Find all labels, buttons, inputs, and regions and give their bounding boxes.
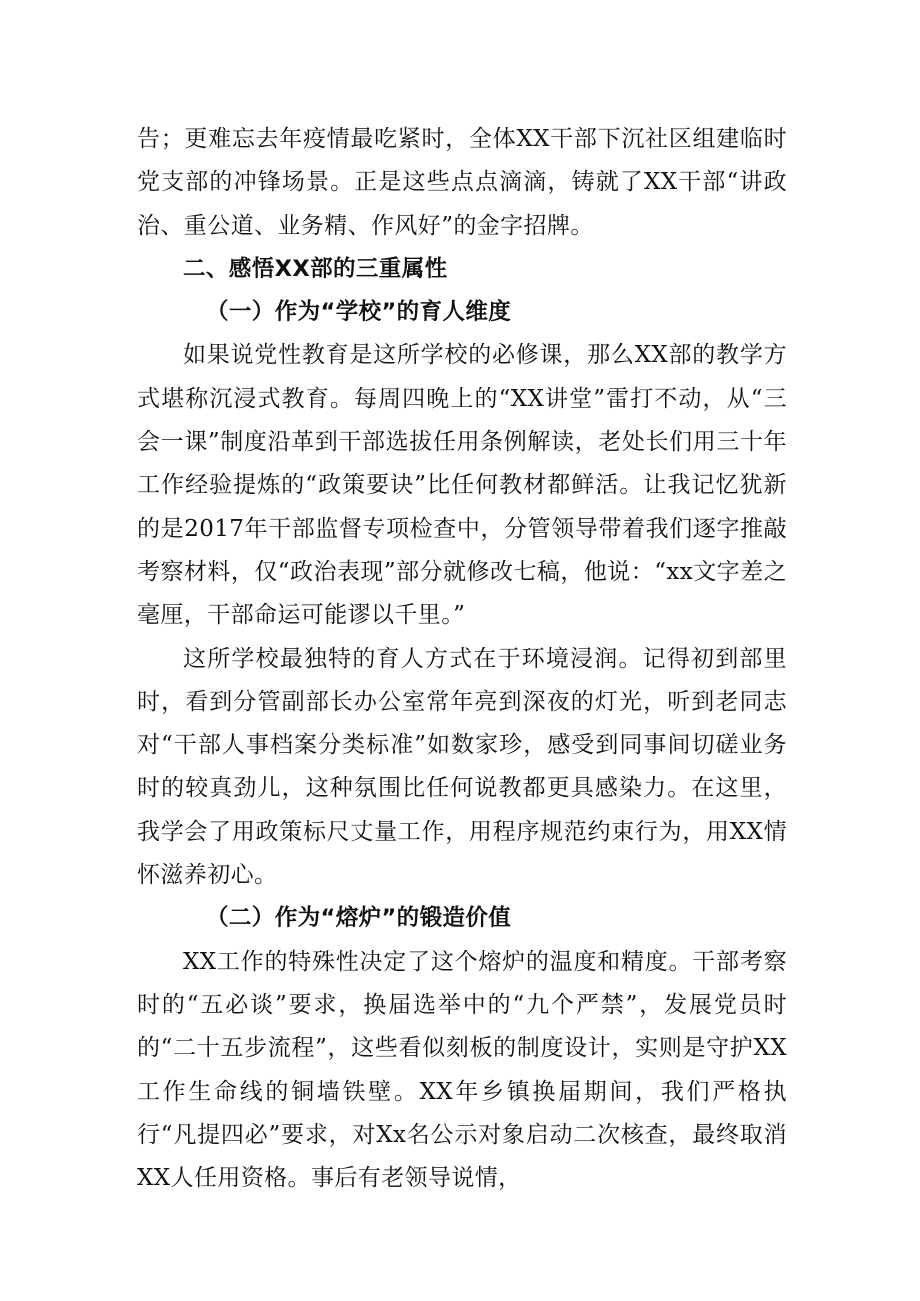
paragraph-continuation: 告；更难忘去年疫情最吃紧时，全体XX干部下沉社区组建临时党支部的冲锋场景。正是这些点点滴滴，铸就了XX干部“讲政治、重公道、业务精、作风好”的金字招牌。 [137,126,787,239]
section-heading-two: 二、感悟XX部的三重属性 [183,255,448,282]
paragraph-furnace-value: XX工作的特殊性决定了这个熔炉的温度和精度。干部考察时的“五必谈”要求，换届选举中的“九个严禁”，发展党员时的“二十五步流程”，这些看似刻板的制度设计，实则是守护XX工作生命线的铜墙铁壁。XX年乡镇换届期间，我们严格执行“凡提四必”要求，对Xx名公示对象启动二次核查，最终取消XX人任用资格。事后有老领导说情， [137,948,787,1192]
paragraph-school-environment: 这所学校最独特的育人方式在于环境浸润。记得初到部里时，看到分管副部长办公室常年亮到深夜的灯光，听到老同志对“干部人事档案分类标准”如数家珍，感受到同事间切磋业务时的较真劲儿，这种氛围比任何说教都更具感染力。在这里，我学会了用政策标尺丈量工作，用程序规范约束行为，用XX情怀滋养初心。 [137,645,787,889]
subsection-heading-furnace: （二）作为“熔炉”的锻造价值 [206,905,512,932]
paragraph-school-education: 如果说党性教育是这所学校的必修课，那么XX部的教学方式堪称沉浸式教育。每周四晚上的“XX讲堂”雷打不动，从“三会一课”制度沿革到干部选拔任用条例解读，老处长们用三十年工作经验提炼的“政策要诀”比任何教材都鲜活。让我记忆犹新的是2017年干部监督专项检查中，分管领导带着我们逐字推敲考察材料，仅“政治表现”部分就修改七稿，他说：“xx文字差之毫厘，干部命运可能谬以千里。” [137,342,787,629]
subsection-heading-school: （一）作为“学校”的育人维度 [206,299,512,326]
document-body [137,118,787,1200]
